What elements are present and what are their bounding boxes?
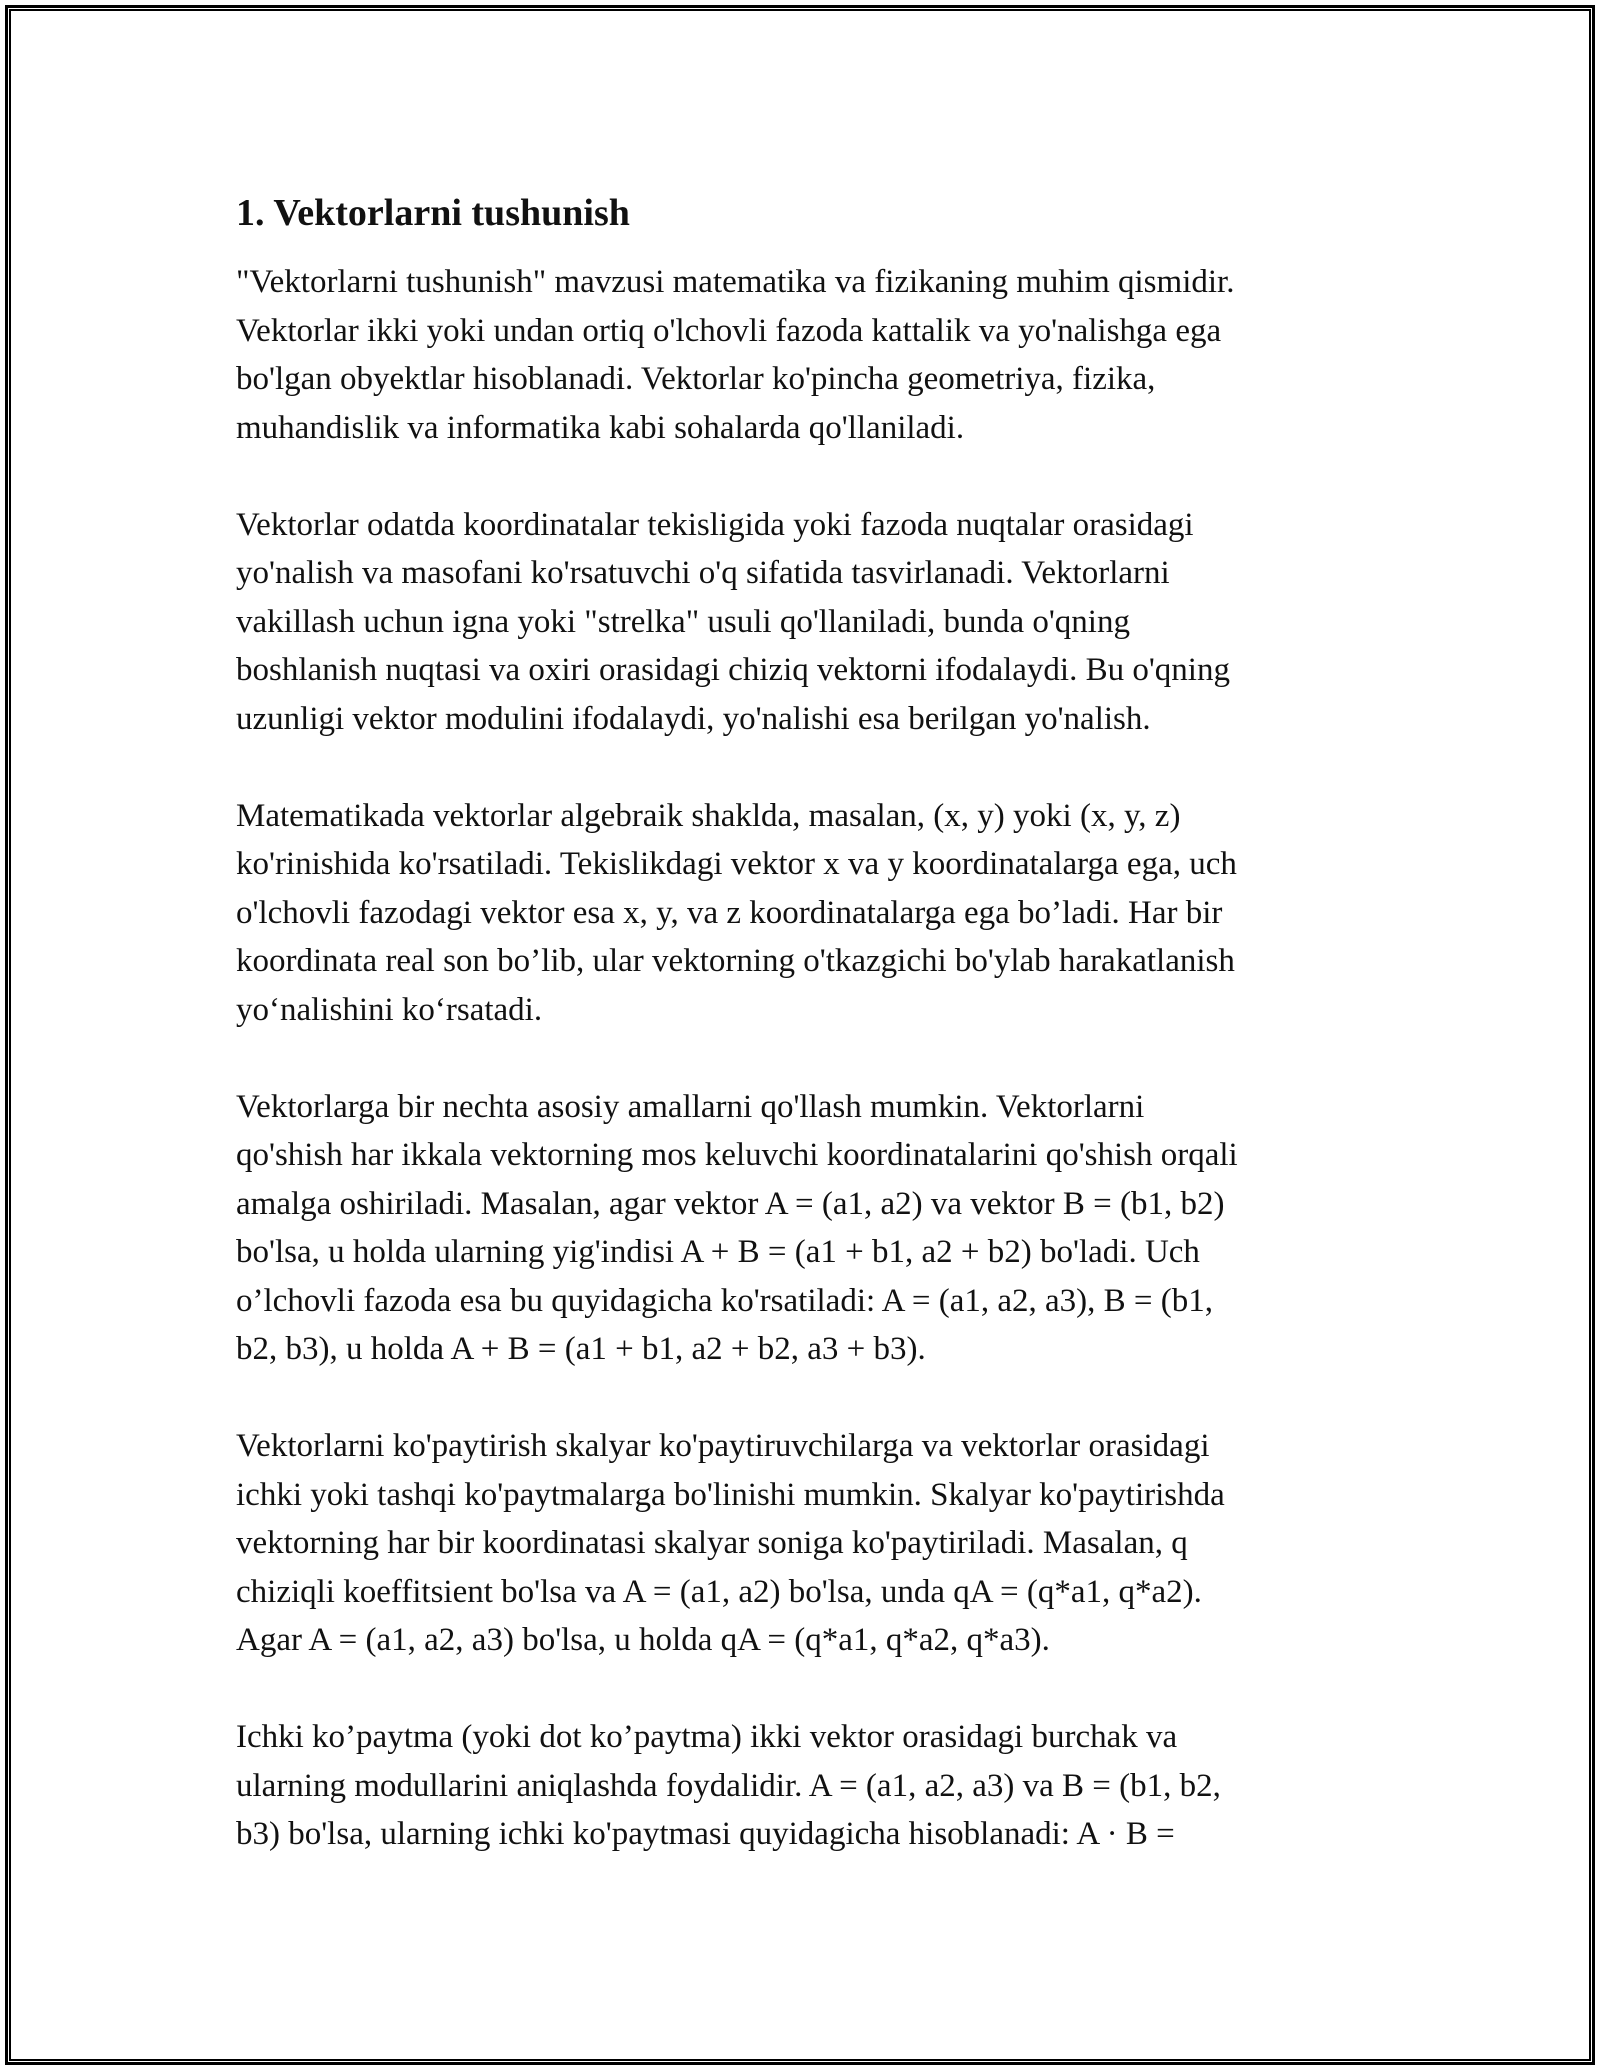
- text-line: vektorning har bir koordinatasi skalyar soniga ko'paytiriladi. Masalan, q: [236, 1525, 1188, 1561]
- paragraph-intro: [236, 258, 1376, 452]
- paragraph-addition: [236, 1083, 1376, 1374]
- paragraph-representation: [236, 501, 1376, 744]
- text-line: Vektorlarga bir nechta asosiy amallarni qo'llash mumkin. Vektorlarni: [236, 1088, 1145, 1125]
- paragraph-dot-product: [236, 1713, 1376, 1859]
- text-line: ichki yoki tashqi ko'paytmalarga bo'linishi mumkin. Skalyar ko'paytirishda: [236, 1476, 1225, 1513]
- text-line: bo'lgan obyektlar hisoblanadi. Vektorlar ko'pincha geometriya, fizika,: [236, 361, 1156, 397]
- text-line: ularning modullarini aniqlashda foydalidir. A = (a1, a2, a3) va B = (b1, b2,: [236, 1767, 1221, 1804]
- text-line: b3) bo'lsa, ularning ichki ko'paytmasi quyidagicha hisoblanadi: A · B =: [236, 1816, 1175, 1852]
- text-line: o'lchovli fazodagi vektor esa x, y, va z koordinatalarga ega bo’ladi. Har bir: [236, 894, 1223, 931]
- text-line: yo'nalish va masofani ko'rsatuvchi o'q sifatida tasvirlanadi. Vektorlarni: [236, 555, 1170, 591]
- text-line: ko'rinishida ko'rsatiladi. Tekislikdagi vektor x va y koordinatalarga ega, uch: [236, 846, 1237, 882]
- text-line: Ichki ko’paytma (yoki dot ko’paytma) ikki vektor orasidagi burchak va: [236, 1719, 1178, 1755]
- section-heading: 1. Vektorlarni tushunish: [236, 192, 630, 234]
- text-line: Agar A = (a1, a2, a3) bo'lsa, u holda qA = (q*a1, q*a2, q*a3).: [236, 1622, 1050, 1658]
- text-line: Vektorlarni ko'paytirish skalyar ko'paytiruvchilarga va vektorlar orasidagi: [236, 1428, 1210, 1464]
- text-line: b2, b3), u holda A + B = (a1 + b1, a2 + b2, a3 + b3).: [236, 1331, 926, 1367]
- text-line: Vektorlar ikki yoki undan ortiq o'lchovli fazoda kattalik va yo'nalishga ega: [236, 312, 1222, 349]
- text-line: qo'shish har ikkala vektorning mos keluvchi koordinatalarini qo'shish orqali: [236, 1137, 1238, 1173]
- text-line: vakillash uchun igna yoki "strelka" usuli qo'llaniladi, bunda o'qning: [236, 603, 1130, 640]
- text-line: chiziqli koeffitsient bo'lsa va A = (a1, a2) bo'lsa, unda qA = (q*a1, q*a2).: [236, 1573, 1202, 1610]
- text-line: yo‘nalishini ko‘rsatadi.: [236, 991, 543, 1028]
- text-line: muhandislik va informatika kabi sohalarda qo'llaniladi.: [236, 409, 965, 446]
- text-line: Matematikada vektorlar algebraik shaklda, masalan, (x, y) yoki (x, y, z): [236, 797, 1181, 834]
- text-line: uzunligi vektor modulini ifodalaydi, yo'nalishi esa berilgan yo'nalish.: [236, 700, 1151, 737]
- document-body: [236, 188, 1376, 1907]
- text-line: Vektorlar odatda koordinatalar tekisligida yoki fazoda nuqtalar orasidagi: [236, 506, 1194, 543]
- paragraph-multiplication: [236, 1422, 1376, 1665]
- text-line: o’lchovli fazoda esa bu quyidagicha ko'rsatiladi: A = (a1, a2, a3), B = (b1,: [236, 1282, 1213, 1319]
- text-line: bo'lsa, u holda ularning yig'indisi A + B = (a1 + b1, a2 + b2) bo'ladi. Uch: [236, 1234, 1200, 1270]
- paragraph-algebraic-form: [236, 792, 1376, 1035]
- text-line: koordinata real son bo’lib, ular vektorning o'tkazgichi bo'ylab harakatlanish: [236, 943, 1235, 979]
- text-line: boshlanish nuqtasi va oxiri orasidagi chiziq vektorni ifodalaydi. Bu o'qning: [236, 652, 1230, 688]
- text-line: "Vektorlarni tushunish" mavzusi matematika va fizikaning muhim qismidir.: [236, 264, 1235, 300]
- text-line: amalga oshiriladi. Masalan, agar vektor A = (a1, a2) va vektor B = (b1, b2): [236, 1185, 1225, 1222]
